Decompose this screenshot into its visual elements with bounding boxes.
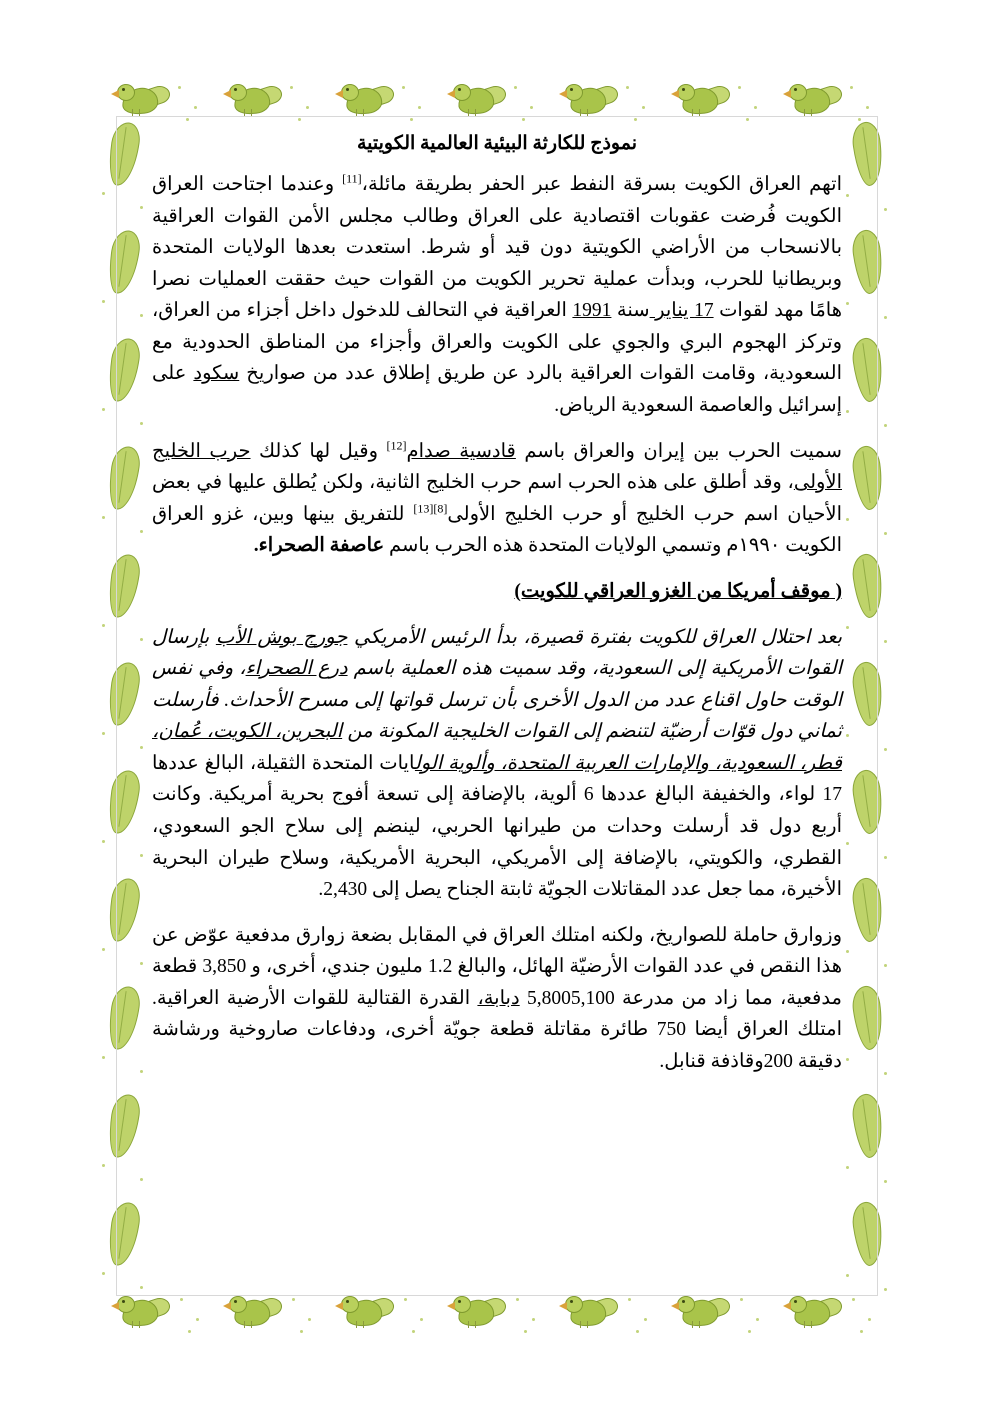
dot-decoration [292, 1298, 295, 1301]
dot-decoration [102, 516, 105, 519]
dot-decoration [102, 1056, 105, 1059]
text-run: للتفريق بينها وبين، غزو العراق الكويت ١٩٩٠م وتسمي الولايات المتحدة هذه الحرب باسم [152, 503, 842, 557]
dot-decoration [102, 1272, 105, 1275]
text-run: سميت الحرب بين إيران والعراق باسم [515, 440, 842, 462]
text-run: ( موقف أمريكا من الغزو العراقي للكويت) [514, 580, 842, 602]
dot-decoration [884, 964, 887, 967]
dot-decoration [524, 1330, 527, 1333]
paragraph-list [152, 169, 842, 1078]
dot-decoration [530, 106, 533, 109]
dot-decoration [404, 1298, 407, 1301]
dot-decoration [884, 748, 887, 751]
dot-decoration [628, 1298, 631, 1301]
dot-decoration [884, 424, 887, 427]
text-run: وزوارق حاملة للصواريخ، ولكنه امتلك العراق في المقابل بضعة زوارق مدفعية عوّض عن هذا النقص في عدد القوات الأرضيّة الهائل، والبالغ 1.2 مليون جندي، أخرى، و 3,850 قطعة مدفعية، مما زاد من مدرعة 5,8005,100 [152, 924, 842, 1009]
paragraph [152, 920, 842, 1078]
dot-decoration [196, 1318, 199, 1321]
dot-decoration [102, 624, 105, 627]
dot-decoration [102, 840, 105, 843]
text-run: العراقية في التحالف للدخول داخل أجزاء من العراق، وتركز الهجوم البري والجوي على الكويت والعراق وأجزاء من المناطق الحدودية مع السعودية، وقامت القوات العراقية بالرد عن طريق إطلاق عدد من صواريخ [152, 300, 842, 385]
dot-decoration [300, 1330, 303, 1333]
dot-decoration [102, 732, 105, 735]
citation-ref: [12] [386, 438, 407, 453]
bird-icon [452, 1290, 504, 1336]
dot-decoration [884, 532, 887, 535]
dot-decoration [738, 86, 741, 89]
text-run: حرب الخليج الأولى [152, 440, 842, 494]
dot-decoration [178, 86, 181, 89]
dot-decoration [884, 316, 887, 319]
text-run: درع الصحراء [245, 658, 348, 680]
text-run: بإرسال القوات الأمريكية إلى السعودية، وقد سميت هذه العملية باسم [152, 626, 842, 680]
dot-decoration [754, 106, 757, 109]
dot-decoration [884, 208, 887, 211]
page-title: نموذج للكارثة البيئية العالمية الكويتية [356, 133, 638, 154]
dot-decoration [868, 1318, 871, 1321]
dot-decoration [850, 86, 853, 89]
dot-decoration [102, 408, 105, 411]
citation-ref: [8][13] [413, 501, 448, 516]
text-run: قادسية صدام [406, 440, 516, 462]
dot-decoration [884, 1180, 887, 1183]
dot-decoration [412, 1330, 415, 1333]
dot-decoration [306, 106, 309, 109]
paragraph [152, 576, 842, 608]
dot-decoration [194, 106, 197, 109]
text-run: دبابة، [477, 987, 520, 1009]
dot-decoration [102, 192, 105, 195]
dot-decoration [884, 856, 887, 859]
text-run: سكود [193, 363, 240, 385]
dot-decoration [188, 1330, 191, 1333]
bird-icon [228, 1290, 280, 1336]
paragraph [152, 622, 842, 906]
text-run: وقيل لها كذلك [250, 440, 387, 462]
dot-decoration [420, 1318, 423, 1321]
dot-decoration [740, 1298, 743, 1301]
text-run: القدرة القتالية للقوات الأرضية العراقية. امتلك العراق أيضا 750 طائرة مقاتلة قطعة جويّة أخرى، ودفاعات صاروخية ورشاشة دقيقة 200وقاذفة قنابل. [152, 987, 842, 1073]
text-run: 17 يناير [649, 300, 714, 322]
dot-decoration [642, 106, 645, 109]
citation-ref: [11] [342, 171, 362, 186]
dot-decoration [884, 1288, 887, 1291]
dot-decoration [290, 86, 293, 89]
text-run: جورج بوش الأب [215, 626, 348, 648]
text-run: اتهم العراق الكويت بسرقة النفط عبر الحفر بطريقة مائلة، [361, 174, 842, 195]
text-run: البحرين، الكويت، عُمان، قطر، السعودية، والإمارات العربية المتحدة، وألوية الول [152, 721, 842, 774]
bird-icon [340, 1290, 392, 1336]
dot-decoration [308, 1318, 311, 1321]
dot-decoration [102, 300, 105, 303]
dot-decoration [402, 86, 405, 89]
text-run: على إسرائيل والعاصمة السعودية الرياض. [152, 363, 842, 417]
dot-decoration [884, 1072, 887, 1075]
paragraph [152, 436, 842, 562]
text-run: عاصفة الصحراء. [253, 535, 385, 557]
dot-decoration [180, 1298, 183, 1301]
bird-icon [676, 1290, 728, 1336]
bird-icon [788, 1290, 840, 1336]
text-run: 1991 [572, 300, 612, 322]
dot-decoration [532, 1318, 535, 1321]
text-run: ايات المتحدة الثقيلة، البالغ عددها 17 لواء، والخفيفة البالغ عددها 6 ألوية، بالإضافة إلى تسعة أفوج بحرية أمريكية. وكانت أربع دول قد أرسلت وحدات من طيرانها الحربي، لينضم إلى سلاح الجو السعودي، القطري، والكويتي، بالإضافة إلى الأمريكي، البحرية الأمريكية، وسلاح طيران البحرية الأخيرة، مما جعل عدد المقاتلات الجويّة ثابتة الجناح يصل إلى 2,430. [152, 752, 842, 901]
text-run: ، وقد أطلق على هذه الحرب اسم حرب الخليج الثانية، ولكن يُطلق عليها في بعض الأحيان اسم حرب الخليج أو حرب الخليج الأولى [152, 472, 842, 525]
dot-decoration [748, 1330, 751, 1333]
document-content [152, 128, 842, 1092]
dot-decoration [102, 1164, 105, 1167]
dot-decoration [860, 1330, 863, 1333]
dot-decoration [516, 1298, 519, 1301]
text-run: ، وفي نفس الوقت حاول اقناع عدد من الدول الأخرى بأن ترسل قواتها إلى مسرح الأحداث. فأرسلت ثماني دول قوّات أرضيّة لتنضم إلى القوات الخليجية المكونة من [152, 658, 842, 743]
text-run: بعد احتلال العراق للكويت بفترة قصيرة، بدأ الرئيس الأمريكي [347, 626, 843, 648]
dot-decoration [644, 1318, 647, 1321]
dot-decoration [102, 948, 105, 951]
dot-decoration [866, 106, 869, 109]
text-run: سنة [611, 300, 650, 322]
paragraph [152, 169, 842, 422]
dot-decoration [514, 86, 517, 89]
dot-decoration [884, 640, 887, 643]
text-run: وعندما اجتاحت العراق الكويت فُرضت عقوبات اقتصادية على العراق وطالب مجلس الأمن القوات العراقية بالانسحاب من الأراضي الكويتية دون قيد أو شرط. استعدت بعدها الولايات المتحدة وبريطانيا للحرب، وبدأت عملية تحرير الكويت من القوات حيث حققت العمليات نصرا هامًا مهد لقوات [152, 174, 843, 322]
dot-decoration [626, 86, 629, 89]
dot-decoration [636, 1330, 639, 1333]
dot-decoration [756, 1318, 759, 1321]
dot-decoration [418, 106, 421, 109]
bird-icon [564, 1290, 616, 1336]
